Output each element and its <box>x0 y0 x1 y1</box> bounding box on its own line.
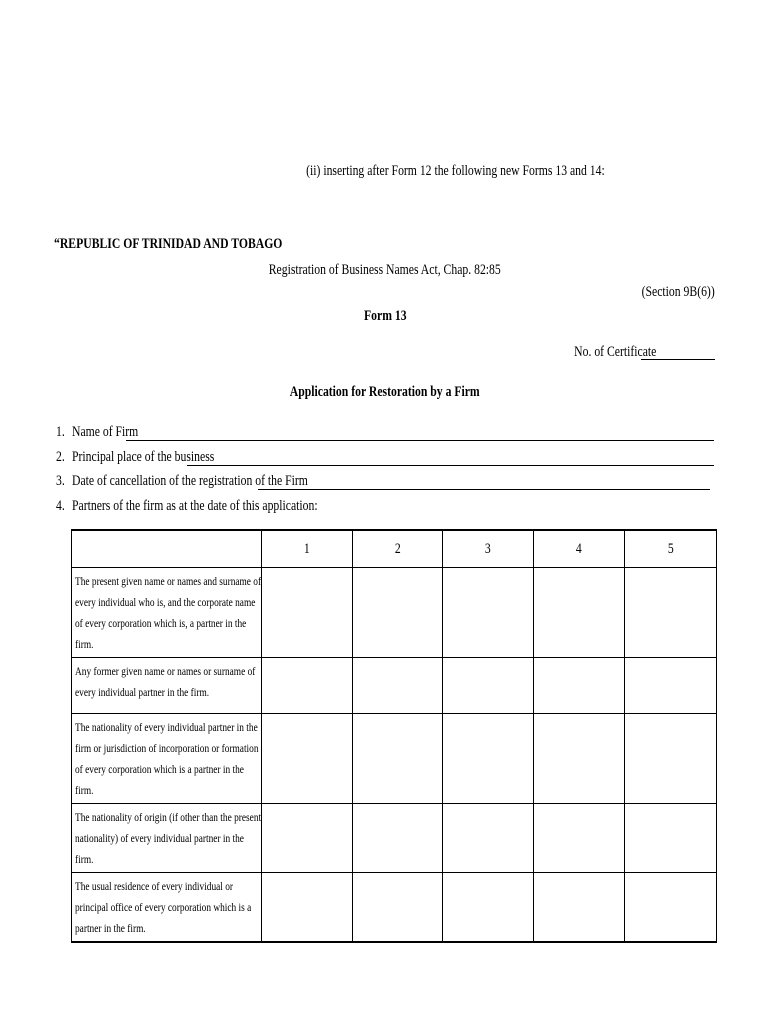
partner-cell[interactable] <box>262 658 353 714</box>
partner-cell[interactable] <box>262 568 353 658</box>
certificate-number <box>551 345 715 360</box>
partner-cell[interactable] <box>625 658 717 714</box>
header-blank-cell <box>72 530 262 568</box>
partner-cell[interactable] <box>443 714 534 804</box>
partner-cell[interactable] <box>353 873 443 943</box>
form-number: Form 13 <box>363 308 407 324</box>
partner-cell[interactable] <box>625 873 717 943</box>
amendment-note: (ii) inserting after Form 12 the following new Forms 13 and 14: <box>305 163 605 179</box>
partner-cell[interactable] <box>443 873 534 943</box>
certificate-label: No. of Certificate <box>573 344 656 360</box>
partner-cell[interactable] <box>353 714 443 804</box>
table-header-row <box>72 530 717 568</box>
row-description: The nationality of origin (if other than the present nationality) of every individual partner in the firm. <box>72 804 262 873</box>
table-row <box>72 873 717 943</box>
partner-cell[interactable] <box>443 658 534 714</box>
partner-cell[interactable] <box>353 804 443 873</box>
partner-cell[interactable] <box>625 568 717 658</box>
table-row <box>72 714 717 804</box>
column-header: 4 <box>534 530 625 568</box>
name-of-firm-input[interactable] <box>126 426 714 441</box>
table-row <box>72 804 717 873</box>
row-description: Any former given name or names or surname of every individual partner in the firm. <box>72 658 262 714</box>
partner-cell[interactable] <box>353 658 443 714</box>
application-title: Application for Restoration by a Firm <box>290 384 480 400</box>
partner-cell[interactable] <box>262 804 353 873</box>
field-date-of-cancellation: 3. Date of cancellation of the registration of the Firm <box>56 472 710 490</box>
field-partners: 4. Partners of the firm as at the date of this application: <box>56 498 318 514</box>
partner-cell[interactable] <box>534 714 625 804</box>
column-header: 3 <box>443 530 534 568</box>
table-row <box>72 568 717 658</box>
partner-cell[interactable] <box>262 873 353 943</box>
republic-heading: “REPUBLIC OF TRINIDAD AND TOBAGO <box>54 236 283 252</box>
partner-cell[interactable] <box>443 568 534 658</box>
partner-cell[interactable] <box>534 873 625 943</box>
section-reference: (Section 9B(6)) <box>641 284 715 300</box>
field-name-of-firm: 1. Name of Firm <box>56 423 714 441</box>
partner-cell[interactable] <box>625 804 717 873</box>
column-header: 1 <box>262 530 353 568</box>
row-description: The usual residence of every individual or principal office of every corporation which is a partner in the firm. <box>72 873 262 943</box>
partner-cell[interactable] <box>625 714 717 804</box>
partner-cell[interactable] <box>443 804 534 873</box>
table-row <box>72 658 717 714</box>
row-description: The present given name or names and surname of every individual who is, and the corporate name of every corporation which is, a partner in the firm. <box>72 568 262 658</box>
partner-cell[interactable] <box>353 568 443 658</box>
column-header: 5 <box>625 530 717 568</box>
partner-cell[interactable] <box>534 568 625 658</box>
partners-table <box>71 529 717 943</box>
date-of-cancellation-input[interactable] <box>258 475 710 490</box>
partner-cell[interactable] <box>262 714 353 804</box>
row-description: The nationality of every individual partner in the firm or jurisdiction of incorporation or formation of every corporation which is a partner in the firm. <box>72 714 262 804</box>
partner-cell[interactable] <box>534 658 625 714</box>
act-reference: Registration of Business Names Act, Chap. 82:85 <box>268 262 502 278</box>
field-principal-place: 2. Principal place of the business <box>56 448 714 466</box>
partner-cell[interactable] <box>534 804 625 873</box>
column-header: 2 <box>353 530 443 568</box>
principal-place-input[interactable] <box>187 451 714 466</box>
